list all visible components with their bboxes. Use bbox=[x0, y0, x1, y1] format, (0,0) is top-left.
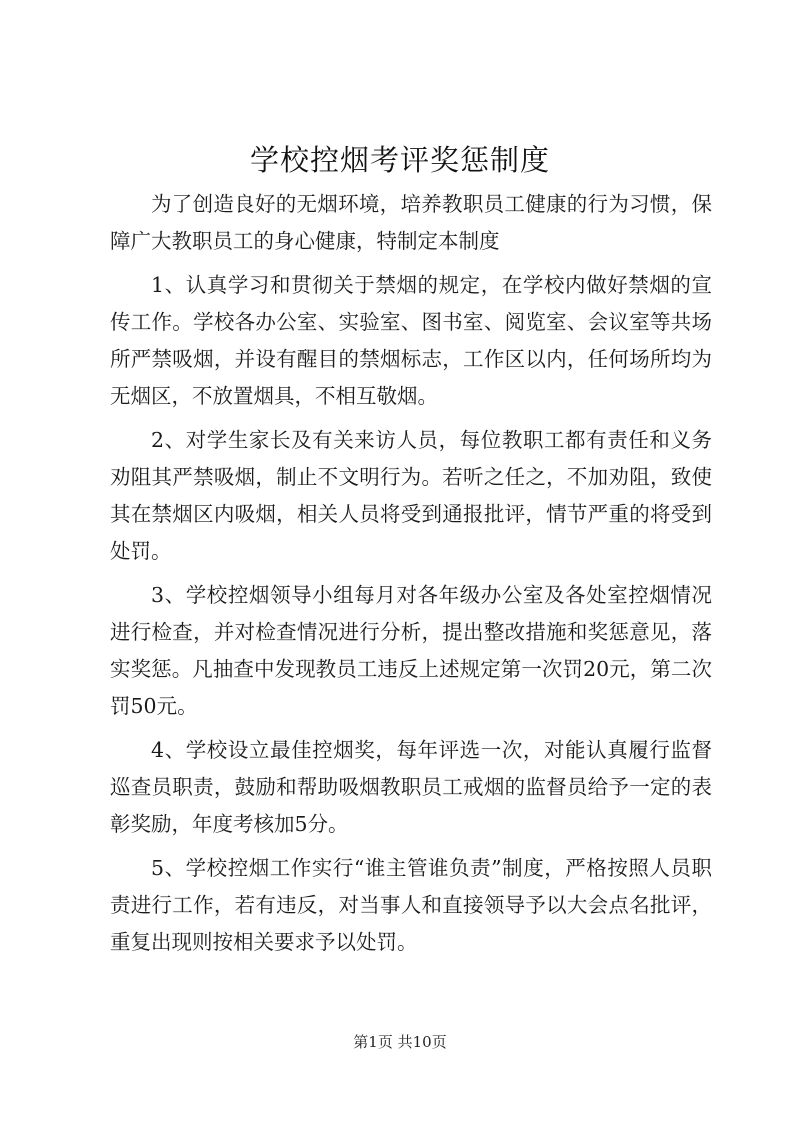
paragraph-rule-1: 1、认真学习和贯彻关于禁烟的规定，在学校内做好禁烟的宣传工作。学校各办公室、实验室、图书室、阅览室、会议室等共场所严禁吸烟，并设有醒目的禁烟标志，工作区以内，任何场所均为无烟区，不放置烟具，不相互敬烟。 bbox=[110, 273, 712, 408]
intro-paragraph: 为了创造良好的无烟环境，培养教职员工健康的行为习惯，保障广大教职员工的身心健康，特制定本制度 bbox=[110, 192, 712, 253]
paragraph-rule-5: 5、学校控烟工作实行“谁主管谁负责”制度，严格按照人员职责进行工作，若有违反，对当事人和直接领导予以大会点名批评，重复出现则按相关要求予以处罚。 bbox=[110, 856, 712, 954]
page-number-footer: 第1页 共10页 bbox=[353, 1033, 447, 1051]
paragraph-rule-2: 2、对学生家长及有关来访人员，每位教职工都有责任和义务劝阻其严禁吸烟，制止不文明行为。若听之任之，不加劝阻，致使其在禁烟区内吸烟，相关人员将受到通报批评，情节严重的将受到处罚。 bbox=[110, 428, 712, 563]
paragraph-rule-4: 4、学校设立最佳控烟奖，每年评选一次，对能认真履行监督巡查员职责，鼓励和帮助吸烟教职员工戒烟的监督员给予一定的表彰奖励，年度考核加5分。 bbox=[110, 738, 712, 836]
document-body bbox=[110, 186, 712, 968]
paragraph-rule-3: 3、学校控烟领导小组每月对各年级办公室及各处室控烟情况进行检查，并对检查情况进行分析，提出整改措施和奖惩意见，落实奖惩。凡抽查中发现教员工违反上述规定第一次罚20元，第二次罚50元。 bbox=[110, 583, 712, 718]
document-title: 学校控烟考评奖惩制度 bbox=[249, 143, 550, 177]
